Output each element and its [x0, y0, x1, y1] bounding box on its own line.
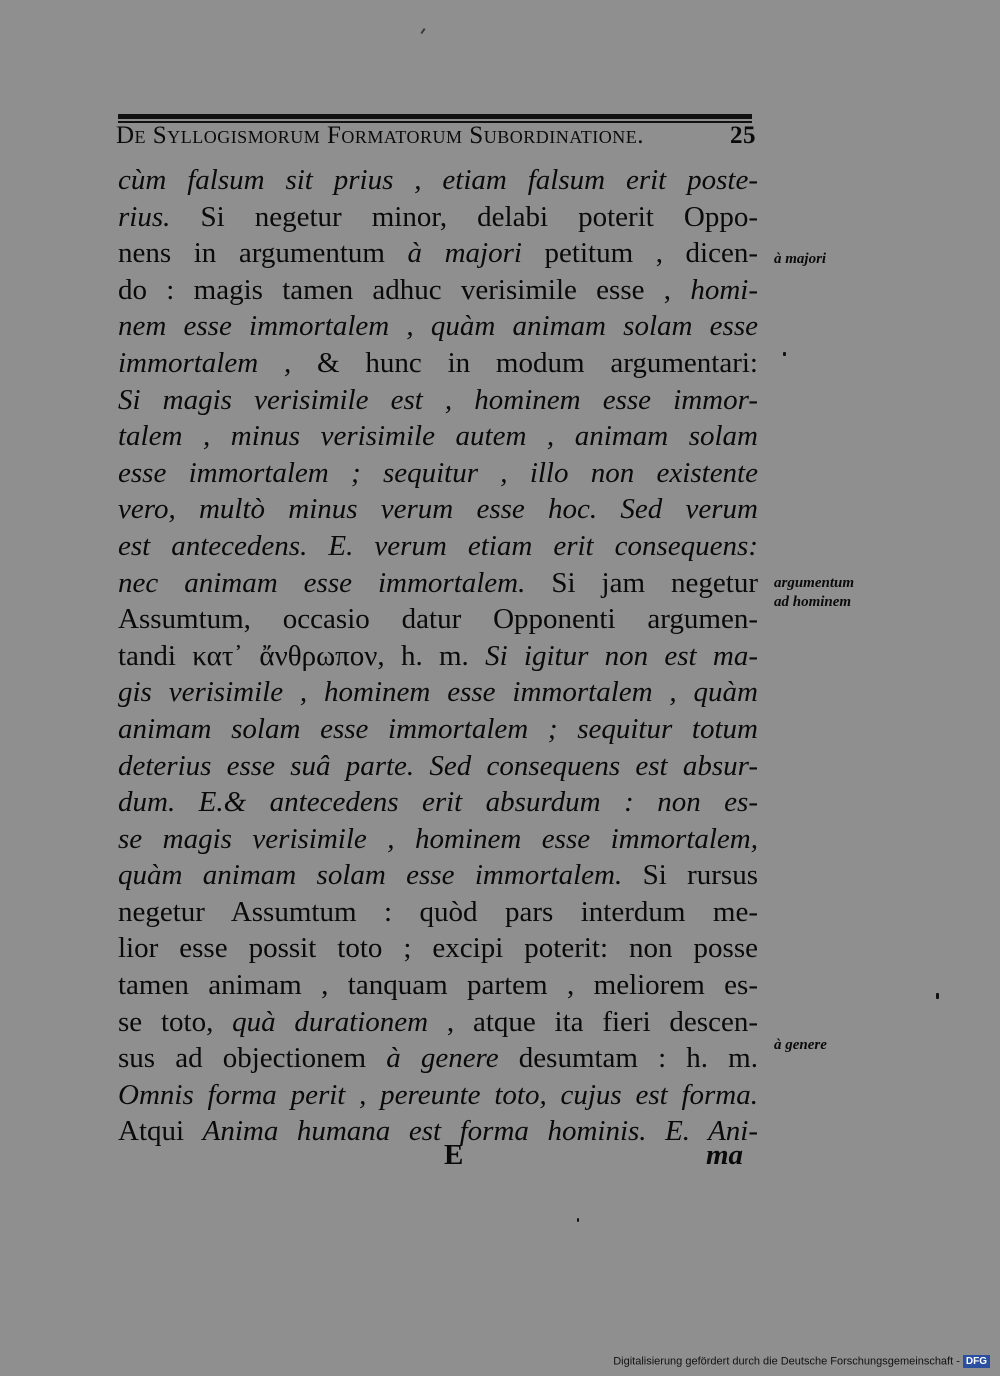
scan-speck [577, 1218, 579, 1222]
scan-speck [783, 352, 786, 356]
digitization-credit [0, 1355, 990, 1368]
running-header [116, 122, 756, 156]
text-line: sus ad objectionem à genere desumtam : h. m. [118, 1042, 758, 1075]
header-rule-thick [118, 114, 752, 119]
text-line: animam solam esse immortalem ; sequitur totum [118, 712, 758, 745]
text-line: immortalem , & hunc in modum argumentari: [118, 346, 758, 379]
credit-text: Digitalisierung gefördert durch die Deutsche Forschungsgemeinschaft - [613, 1355, 960, 1368]
text-line: dum. E.& antecedens erit absurdum : non es- [118, 786, 758, 819]
margin-note-line: ad hominem [774, 594, 852, 610]
text-line: vero, multò minus verum esse hoc. Sed verum [118, 493, 758, 526]
signature-mark: E [444, 1139, 464, 1171]
page-number: 25 [730, 122, 756, 149]
margin-note-a-majori [774, 250, 826, 269]
text-line: se toto, quà durationem , atque ita fieri descen- [118, 1005, 758, 1038]
text-line: se magis verisimile , hominem esse immortalem, [118, 822, 758, 855]
text-line: negetur Assumtum : quòd pars interdum me- [118, 895, 758, 928]
scan-speck [936, 993, 939, 999]
dfg-logo: DFG [963, 1355, 990, 1368]
text-line: rius. Si negetur minor, delabi poterit Oppo- [118, 200, 758, 233]
body-text [118, 162, 758, 1150]
margin-note-line: à majori [774, 251, 827, 267]
text-line: lior esse possit toto ; excipi poterit: non posse [118, 932, 758, 965]
text-line: do : magis tamen adhuc verisimile esse , homi- [118, 273, 758, 306]
text-line: est antecedens. E. verum etiam erit consequens: [118, 529, 758, 562]
margin-note-argumentum-ad-hominem [774, 574, 854, 612]
margin-note-line: à genere [774, 1037, 827, 1053]
running-header-title: De Syllogismorum Formatorum Subordinatione. [116, 122, 644, 149]
text-line: esse immortalem ; sequitur , illo non existente [118, 456, 758, 489]
margin-note-a-genere [774, 1036, 827, 1055]
margin-note-line: argumentum [774, 575, 855, 591]
scan-speck [420, 28, 425, 34]
text-line: Atqui Anima humana est forma hominis. E. Ani- [118, 1115, 758, 1148]
text-line: gis verisimile , hominem esse immortalem , quàm [118, 676, 758, 709]
text-line: nens in argumentum à majori petitum , dicen- [118, 237, 758, 270]
text-line: tandi κατ᾽ ἄνθρωπον, h. m. Si igitur non est ma- [118, 639, 758, 672]
text-line: quàm animam solam esse immortalem. Si rursus [118, 859, 758, 892]
text-line: Assumtum, occasio datur Opponenti argumen- [118, 603, 758, 636]
text-line: Si magis verisimile est , hominem esse immor- [118, 383, 758, 416]
text-line: nec animam esse immortalem. Si jam negetur [118, 566, 758, 599]
text-line: Omnis forma perit , pereunte toto, cujus est forma. [118, 1078, 758, 1111]
text-line: tamen animam , tanquam partem , meliorem es- [118, 969, 758, 1002]
catchword: ma [706, 1139, 744, 1171]
text-line: nem esse immortalem , quàm animam solam esse [118, 310, 758, 343]
text-line: cùm falsum sit prius , etiam falsum erit poste- [118, 164, 758, 196]
text-line: deterius esse suâ parte. Sed consequens est absur- [118, 749, 758, 782]
text-line: talem , minus verisimile autem , animam solam [118, 420, 758, 453]
